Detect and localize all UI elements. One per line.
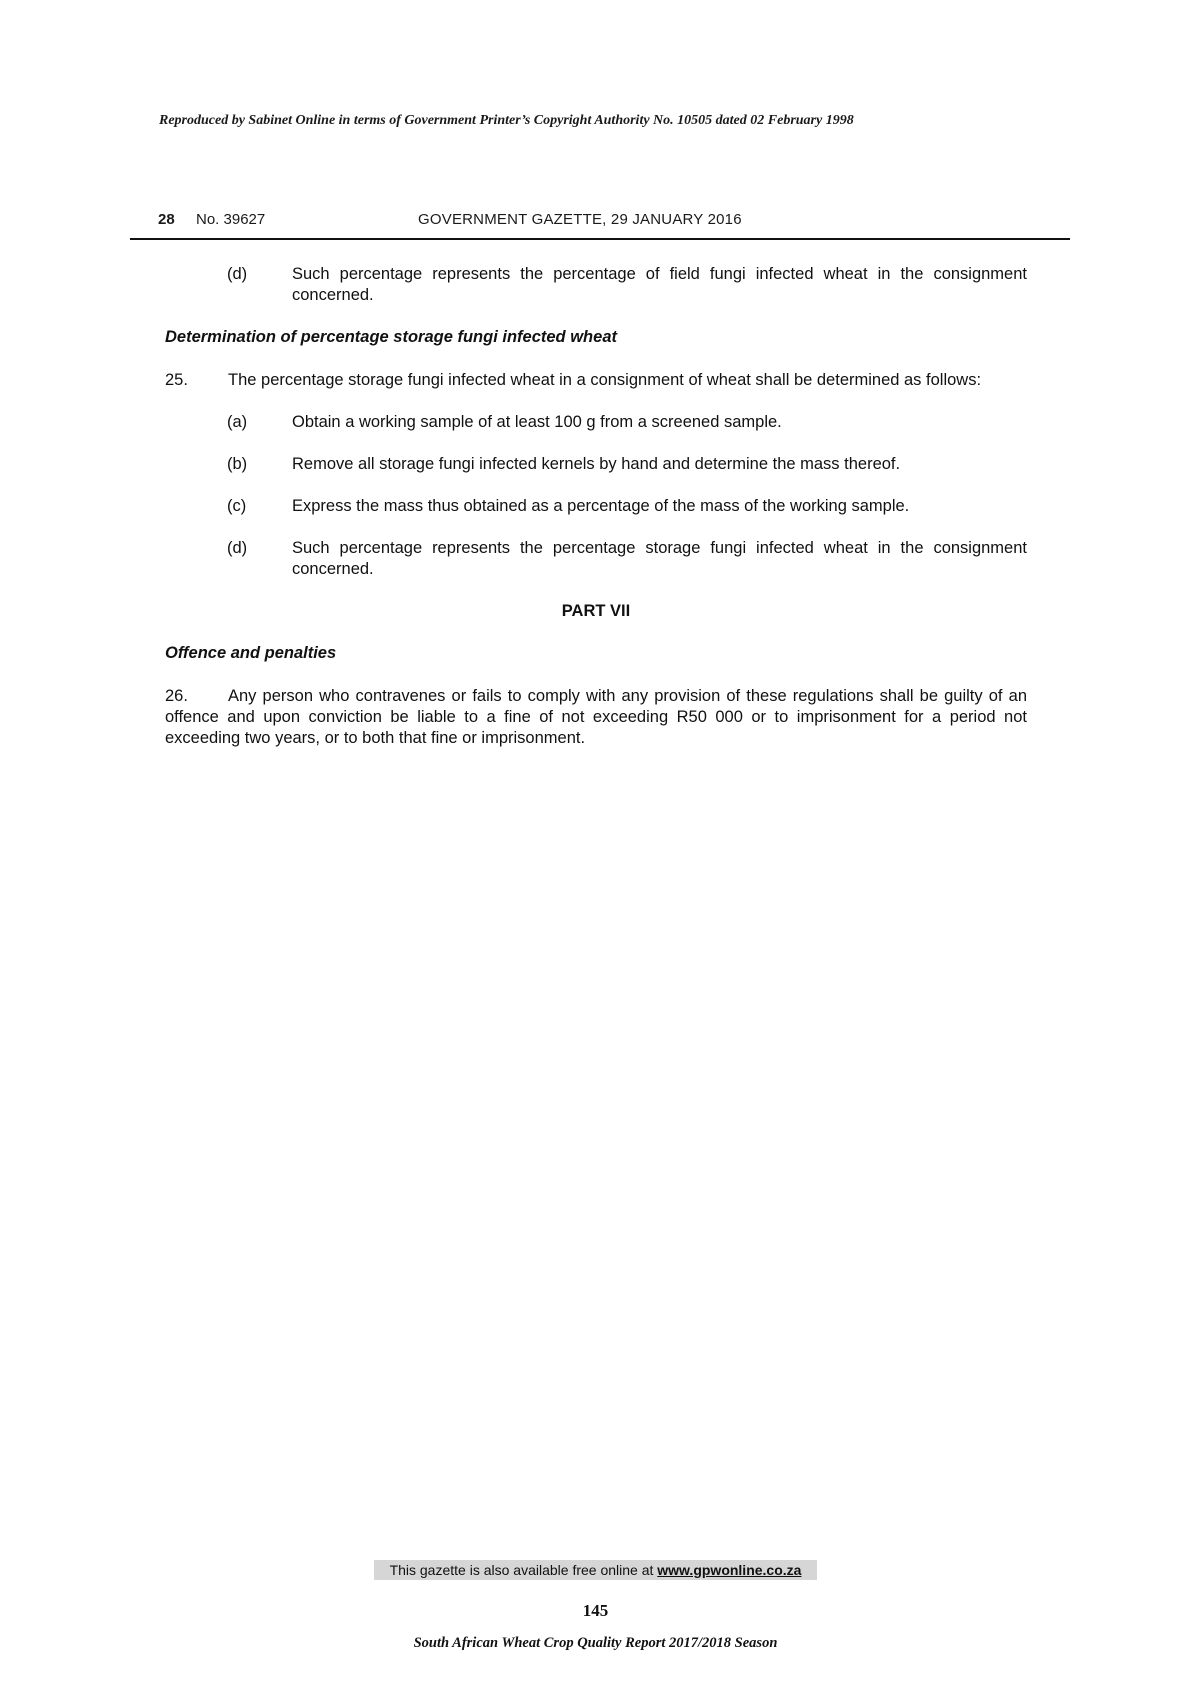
header-gazette-title: GOVERNMENT GAZETTE, 29 JANUARY 2016: [418, 211, 742, 228]
document-body: [165, 264, 1027, 770]
list-item-d: [165, 538, 1027, 580]
list-item-b: [165, 454, 1027, 475]
report-title: South African Wheat Crop Quality Report 2017/2018 Season: [413, 1635, 778, 1651]
item-label: (d): [227, 265, 248, 283]
item-label: (d): [227, 539, 248, 557]
item-label: (b): [227, 455, 248, 473]
paragraph-text: Any person who contravenes or fails to comply with any provision of these regulations shall be guilty of an offence and upon conviction be liable to a fine of not exceeding R50 000 or to imprisonment for a period not exceeding two years, or to both that fine or imprisonment.: [165, 687, 1027, 747]
item-text: Such percentage represents the percentage storage fungi infected wheat in the consignment concerned.: [292, 539, 1027, 578]
footer-page-number: 145: [582, 1601, 609, 1620]
reproduction-notice: Reproduced by Sabinet Online in terms of Government Printer’s Copyright Authority No. 10505 dated 02 February 1998: [159, 113, 854, 128]
list-item-c: [165, 496, 1027, 517]
gpwonline-link[interactable]: www.gpwonline.co.za: [657, 1562, 802, 1578]
paragraph-text: The percentage storage fungi infected wheat in a consignment of wheat shall be determined as follows:: [228, 371, 982, 389]
header-issue-number: No. 39627: [196, 211, 266, 228]
item-label: (a): [227, 413, 248, 431]
paragraph-26: [165, 686, 1027, 749]
online-availability-notice: [374, 1560, 817, 1580]
item-text: Remove all storage fungi infected kernels by hand and determine the mass thereof.: [292, 455, 901, 473]
paragraph-25: [165, 370, 1027, 391]
item-text: Such percentage represents the percentage of field fungi infected wheat in the consignment concerned.: [292, 265, 1027, 304]
availability-text: This gazette is also available free online at: [389, 1562, 654, 1578]
header-page-number: 28: [158, 211, 175, 228]
continued-item-d: [165, 264, 1027, 306]
item-text: Express the mass thus obtained as a percentage of the mass of the working sample.: [292, 497, 910, 515]
section-heading-offence: Offence and penalties: [165, 644, 337, 662]
item-text: Obtain a working sample of at least 100 g from a screened sample.: [292, 413, 782, 431]
part-title: PART VII: [561, 602, 631, 620]
paragraph-number: 26.: [165, 687, 188, 705]
paragraph-number: 25.: [165, 371, 188, 389]
list-item-a: [165, 412, 1027, 433]
section-heading-storage-fungi: Determination of percentage storage fungi infected wheat: [165, 328, 617, 346]
gazette-header: [130, 208, 1070, 240]
item-label: (c): [227, 497, 247, 515]
